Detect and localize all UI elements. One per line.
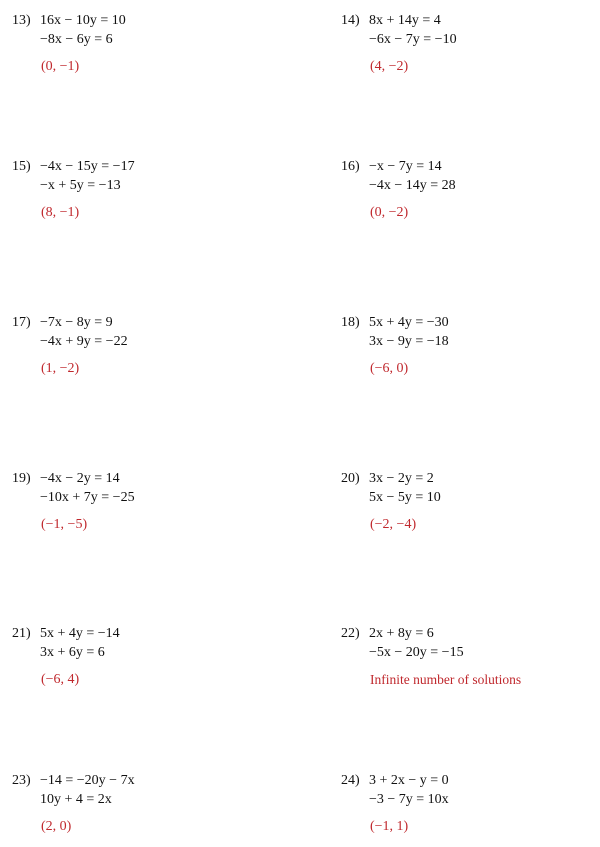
- answer: (−6, 0): [370, 361, 409, 376]
- problem-number: 15): [12, 159, 31, 174]
- answer: (−6, 4): [41, 672, 80, 687]
- equation-2: −4x + 9y = −22: [40, 334, 128, 349]
- answer: (−1, −5): [41, 517, 88, 532]
- equation-2: −5x − 20y = −15: [369, 645, 464, 660]
- equation-2: −4x − 14y = 28: [369, 178, 456, 193]
- equation-1: 16x − 10y = 10: [40, 13, 126, 28]
- problem-number: 19): [12, 471, 31, 486]
- equation-1: −14 = −20y − 7x: [40, 773, 135, 788]
- answer: (0, −2): [370, 205, 409, 220]
- equation-2: −x + 5y = −13: [40, 178, 121, 193]
- equation-1: −7x − 8y = 9: [40, 315, 113, 330]
- answer: (−1, 1): [370, 819, 409, 834]
- answer: Infinite number of solutions: [370, 672, 522, 687]
- answer: (8, −1): [41, 205, 80, 220]
- equation-1: −4x − 2y = 14: [40, 471, 120, 486]
- equation-1: 2x + 8y = 6: [369, 626, 434, 641]
- equation-1: 3x − 2y = 2: [369, 471, 434, 486]
- equation-2: −6x − 7y = −10: [369, 32, 457, 47]
- equation-1: 5x + 4y = −14: [40, 626, 120, 641]
- equation-1: 8x + 14y = 4: [369, 13, 441, 28]
- equation-1: 5x + 4y = −30: [369, 315, 449, 330]
- problem-number: 21): [12, 626, 31, 641]
- problem-number: 14): [341, 13, 360, 28]
- equation-1: −x − 7y = 14: [369, 159, 442, 174]
- equation-2: −3 − 7y = 10x: [369, 792, 449, 807]
- answer: (2, 0): [41, 819, 72, 834]
- equation-1: −4x − 15y = −17: [40, 159, 135, 174]
- equation-1: 3 + 2x − y = 0: [369, 773, 449, 788]
- equation-2: −10x + 7y = −25: [40, 490, 135, 505]
- equation-2: −8x − 6y = 6: [40, 32, 113, 47]
- problem-number: 22): [341, 626, 360, 641]
- problem-number: 17): [12, 315, 31, 330]
- answer: (4, −2): [370, 59, 409, 74]
- problem-number: 23): [12, 773, 31, 788]
- equation-2: 10y + 4 = 2x: [40, 792, 112, 807]
- problem-number: 24): [341, 773, 360, 788]
- answer: (−2, −4): [370, 517, 417, 532]
- problem-number: 20): [341, 471, 360, 486]
- answer: (0, −1): [41, 59, 80, 74]
- equation-2: 3x − 9y = −18: [369, 334, 449, 349]
- answer: (1, −2): [41, 361, 80, 376]
- equation-2: 5x − 5y = 10: [369, 490, 441, 505]
- problem-number: 13): [12, 13, 31, 28]
- problem-number: 18): [341, 315, 360, 330]
- equation-2: 3x + 6y = 6: [40, 645, 105, 660]
- problem-number: 16): [341, 159, 360, 174]
